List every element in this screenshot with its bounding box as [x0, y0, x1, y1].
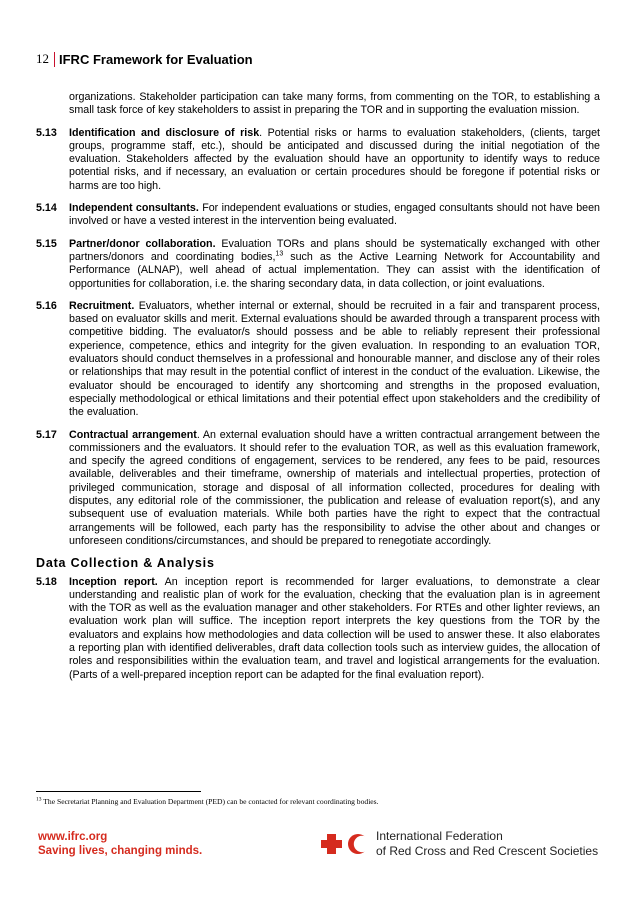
item-number: 5.14	[36, 202, 57, 215]
item-5-16	[36, 300, 600, 420]
tagline: Saving lives, changing minds.	[38, 845, 203, 857]
red-crescent-icon	[348, 833, 368, 855]
item-5-14	[36, 202, 600, 229]
item-5-17: 5.17 Contractual arrangement. An external evaluation should have a written contractual arrangement between the commissioners and the evaluators. It should refer to the evaluation TOR, as well as this evaluation framework, and specify the agreed conditions of engagement, services to be rendered, any fees to be paid, resources available, deliverables and their timeframe, ownership of materials and intellectual properties, protection of privileged communication, storage and disposal of all information collected, procedures for dealing with disputes, any editorial role of the commissioner, the publication and release of evaluation report(s), and any subsequent use of evaluation materials. While both parties have the right to expect that the contractual arrangements will be followed, each party has the responsibility to advise the other about and changes or unforeseen conditions/circumstances, and should be prepared to renegotiate accordingly.	[36, 428, 600, 547]
emblems	[318, 833, 368, 855]
item-title: Partner/donor collaboration.	[69, 237, 216, 250]
item-title: Independent consultants.	[69, 202, 199, 215]
section-heading: Data Collection & Analysis	[36, 556, 215, 571]
footnote-number: 13	[36, 796, 42, 803]
organization-name: International Federation of Red Cross and Red Crescent Societies	[376, 829, 599, 858]
item-5-13: 5.13 Identification and disclosure of risk. Potential risks or harms to evaluation stakeholders, (clients, target groups, programme staff, etc.), should be anticipated and discussed during the initial negotiation of the evaluation. Stakeholders affected by the evaluation should have an opportunity to identify ways to reduce potential risks, and if necessary, an evaluation or certain procedures should be foregone if potential risks or harms are too high.	[36, 126, 600, 192]
ifrc-logo	[318, 829, 598, 859]
footnote-divider	[36, 791, 201, 792]
footnote	[36, 797, 379, 806]
item-text-continued: such as the Active Learning Network for Accountability and Performance (ALNAP), well ahead of actual implementation. They can assist with the identification of opportunities for collaboration, i.e. the sharing secondary data, in data collection, or joint evaluations.	[69, 250, 600, 290]
item-text: An inception report is recommended for larger evaluations, to demonstrate a clear understanding and realistic plan of work for the evaluation, checking that the evaluation plan is in agreement with the TOR as well as the evaluation manager and other stakeholders. For RTEs and other lighter reviews, an evaluation work plan will suffice. The inception report interprets the key questions from the TOR by the evaluators and explains how methodologies and data collection will be used to answer these. It also elaborates a reporting plan with identified deliverables, draft data collection tools such as interview guides, the allocation of roles and responsibilities within the evaluation team, and travel and logistical arrangements for the evaluation. (Parts of a well-prepared inception report can be adapted for the final evaluation report).	[69, 575, 600, 681]
item-title: Recruitment.	[69, 299, 135, 312]
item-text: Evaluation TORs and plans should be systematically exchanged with other partners/donors and coordinating bodies,	[69, 237, 600, 263]
footnote-text: The Secretariat Planning and Evaluation Department (PED) can be contacted for relevant coordinating bodies.	[43, 797, 379, 806]
document-body	[36, 91, 600, 691]
page-header	[36, 48, 253, 70]
item-title: Inception report.	[69, 575, 158, 588]
item-title: Contractual arrangement	[69, 428, 197, 441]
item-number: 5.17	[36, 428, 57, 441]
red-cross-icon	[318, 833, 348, 855]
intro-continuation: organizations. Stakeholder participation can take many forms, from commenting on the TOR, to establishing a small task force of key stakeholders to assist in preparing the TOR and in supporting the evaluation mission.	[69, 91, 600, 117]
item-number: 5.13	[36, 126, 57, 139]
item-number: 5.16	[36, 299, 57, 312]
header-separator	[54, 52, 55, 67]
item-text: Potential risks or harms to evaluation stakeholders, (clients, target groups, programme staff, etc.), should be anticipated and discussed during the initial negotiation of the evaluation. Stakeholders affected by the evaluation should have an opportunity to identify ways to reduce potential risks, and if necessary, an evaluation or certain procedures should be foregone if potential risks or harms are too high.	[69, 126, 600, 192]
footnote-reference: 13	[275, 250, 284, 258]
item-5-18	[36, 576, 600, 682]
item-title: Identification and disclosure of risk	[69, 126, 260, 139]
website-link[interactable]: www.ifrc.org	[38, 831, 108, 843]
item-text: Evaluators, whether internal or external, should be recruited in a fair and transparent process, based on evaluator skills and merit. External evaluations should be awarded through a transparent process with competitive bidding. The evaluator/s should possess and be able to reliably represent their professional experience, competence, ethics and integrity for the given evaluation. In responding to an evaluation TOR, evaluators should conduct themselves in a professional and honourable manner, and disclose any of their roles or relationships that may result in the potential conflict of interest in the conduct of the evaluation. Likewise, the evaluator should be encouraged to identify any shortcoming and strengths in the proposed evaluation, especially methodological or ethical limitations and their potential effect upon stakeholders and the credibility of the evaluation.	[69, 299, 600, 419]
item-text: An external evaluation should have a written contractual arrangement between the commissioners and the evaluators. It should refer to the evaluation TOR, as well as this evaluation framework, and specify the agreed conditions of engagement, services to be rendered, any fees to be paid, resources available, deliverables and their timeframe, ownership of materials and intellectual properties, protection of privileged communication, storage and disposal of all information collected, procedures for dealing with disputes, any editorial role of the commissioner, the publication and release of evaluation report(s), and any subsequent use of evaluation materials. While both parties have the right to expect that the contractual arrangements will be followed, each party has the responsibility to advise the other about and changes or unforeseen conditions/circumstances, and should be prepared to renegotiate accordingly.	[69, 428, 600, 547]
footer-website-block	[38, 830, 202, 858]
item-text: For independent evaluations or studies, engaged consultants should not have been involved or have a vested interest in the intervention being evaluated.	[69, 202, 600, 228]
document-title: IFRC Framework for Evaluation	[59, 51, 253, 67]
item-5-15	[36, 238, 600, 291]
page-number: 12	[36, 51, 49, 66]
item-number: 5.18	[36, 575, 57, 588]
item-number: 5.15	[36, 237, 57, 250]
